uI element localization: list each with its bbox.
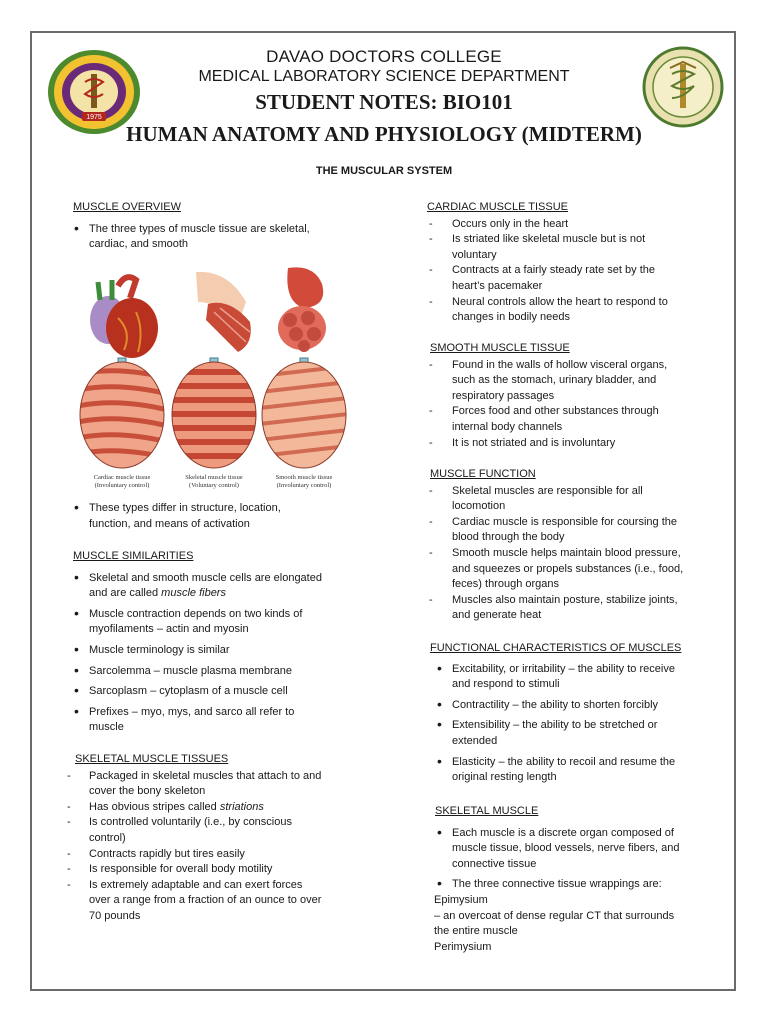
list-item: • Sarcoplasm – cytoplasm of a muscle cell [64, 684, 324, 700]
list-item: • Extensibility – the ability to be stretched or extended [425, 718, 687, 749]
section-title: SMOOTH MUSCLE TISSUE [430, 342, 570, 354]
department-name: MEDICAL LABORATORY SCIENCE DEPARTMENT [198, 68, 570, 85]
section-title: MUSCLE FUNCTION [430, 468, 536, 480]
section-overview-continued [64, 501, 324, 537]
digestive-organs-icon [278, 267, 326, 352]
list-item: - Smooth muscle helps maintain blood pressure, and squeezes or propels substances (i.e., food, feces) through organs [425, 546, 687, 593]
caption-skeletal: Skeletal muscle tissue [185, 474, 243, 481]
section-title: CARDIAC MUSCLE TISSUE [427, 201, 568, 213]
list-item: - Neural controls allow the heart to respond to changes in bodily needs [425, 295, 687, 326]
list-item: • Muscle terminology is similar [64, 643, 324, 659]
system-title: THE MUSCULAR SYSTEM [315, 165, 453, 177]
section-muscle-overview [64, 200, 324, 258]
course-title: HUMAN ANATOMY AND PHYSIOLOGY (MIDTERM) [126, 122, 642, 146]
text-line: Epimysium [434, 893, 488, 906]
section-title: SKELETAL MUSCLE [435, 805, 539, 817]
list-item: • Each muscle is a discrete organ composed of muscle tissue, blood vessels, nerve fibers, and connective tissue [425, 826, 687, 873]
caption-skeletal-sub: (Voluntary control) [189, 482, 239, 489]
college-name: DAVAO DOCTORS COLLEGE [266, 47, 502, 66]
list-item: • Muscle contraction depends on two kinds of myofilaments – actin and myosin [64, 607, 324, 638]
list-item: • Excitability, or irritability – the ability to receive and respond to stimuli [425, 662, 687, 693]
smooth-tissue-icon [260, 360, 352, 470]
list-item: - Found in the walls of hollow visceral organs, such as the stomach, urinary bladder, and respiratory passages [425, 358, 687, 405]
caption-smooth: Smooth muscle tissue [275, 474, 333, 481]
muscle-tissue-figure [78, 262, 358, 494]
list-item: - Packaged in skeletal muscles that attach to and cover the bony skeleton [64, 769, 324, 800]
list-item: • Sarcolemma – muscle plasma membrane [64, 664, 324, 680]
list-item: - Contracts at a fairly steady rate set by the heart’s pacemaker [425, 263, 687, 294]
list-item: • Skeletal and smooth muscle cells are elongated and are called muscle fibers [64, 571, 324, 602]
list-item: • The three types of muscle tissue are skeletal, cardiac, and smooth [64, 222, 324, 253]
caption-cardiac-sub: (Involuntary control) [94, 482, 150, 489]
list-item: - Has obvious stripes called striations [64, 800, 324, 816]
list-item: - Occurs only in the heart [425, 217, 687, 233]
list-item: - Is extremely adaptable and can exert forces over a range from a fraction of an ounce to over 70 pounds [64, 878, 324, 925]
list-item: - Is responsible for overall body motility [64, 862, 324, 878]
section-skeletal-muscle-tissues [64, 752, 324, 925]
svg-text:1975: 1975 [86, 114, 102, 121]
section-title: MUSCLE SIMILARITIES [73, 550, 194, 562]
caption-smooth-sub: (Involuntary control) [276, 482, 332, 489]
text-line: Perimysium [434, 940, 492, 953]
list-item: - Contracts rapidly but tires easily [64, 847, 324, 863]
section-skeletal-muscle [425, 804, 687, 955]
list-item: - Muscles also maintain posture, stabilize joints, and generate heat [425, 593, 687, 624]
section-title: FUNCTIONAL CHARACTERISTICS OF MUSCLES [430, 642, 682, 654]
skeletal-tissue-icon [168, 360, 260, 470]
list-item: • Contractility – the ability to shorten forcibly [425, 698, 687, 714]
notes-title: STUDENT NOTES: BIO101 [255, 90, 513, 114]
section-muscle-similarities [64, 549, 324, 741]
caption-cardiac: Cardiac muscle tissue [93, 474, 151, 481]
list-item: - Is striated like skeletal muscle but is not voluntary [425, 232, 687, 263]
list-item: • Prefixes – myo, mys, and sarco all refer to muscle [64, 705, 324, 736]
list-item: - Forces food and other substances through internal body channels [425, 404, 687, 435]
list-item: - Skeletal muscles are responsible for all locomotion [425, 484, 687, 515]
list-item: • The three connective tissue wrappings are: [425, 877, 687, 893]
cardiac-tissue-icon [78, 360, 168, 470]
text-line: – an overcoat of dense regular CT that surrounds the entire muscle [434, 909, 675, 938]
skeletal-muscle-arm-icon [196, 272, 251, 352]
heart-icon [90, 277, 158, 358]
section-muscle-function [425, 467, 687, 624]
section-functional-characteristics [425, 641, 687, 791]
section-cardiac-muscle-tissue [425, 200, 687, 326]
section-smooth-muscle-tissue [425, 341, 687, 451]
list-item: • These types differ in structure, location, function, and means of activation [64, 501, 324, 532]
list-item: - Is controlled voluntarily (i.e., by conscious control) [64, 815, 324, 846]
section-title: MUSCLE OVERVIEW [73, 201, 181, 213]
list-item: - Cardiac muscle is responsible for coursing the blood through the body [425, 515, 687, 546]
list-item: - It is not striated and is involuntary [425, 436, 687, 452]
list-item: • Elasticity – the ability to recoil and resume the original resting length [425, 755, 687, 786]
section-title: SKELETAL MUSCLE TISSUES [75, 753, 229, 765]
